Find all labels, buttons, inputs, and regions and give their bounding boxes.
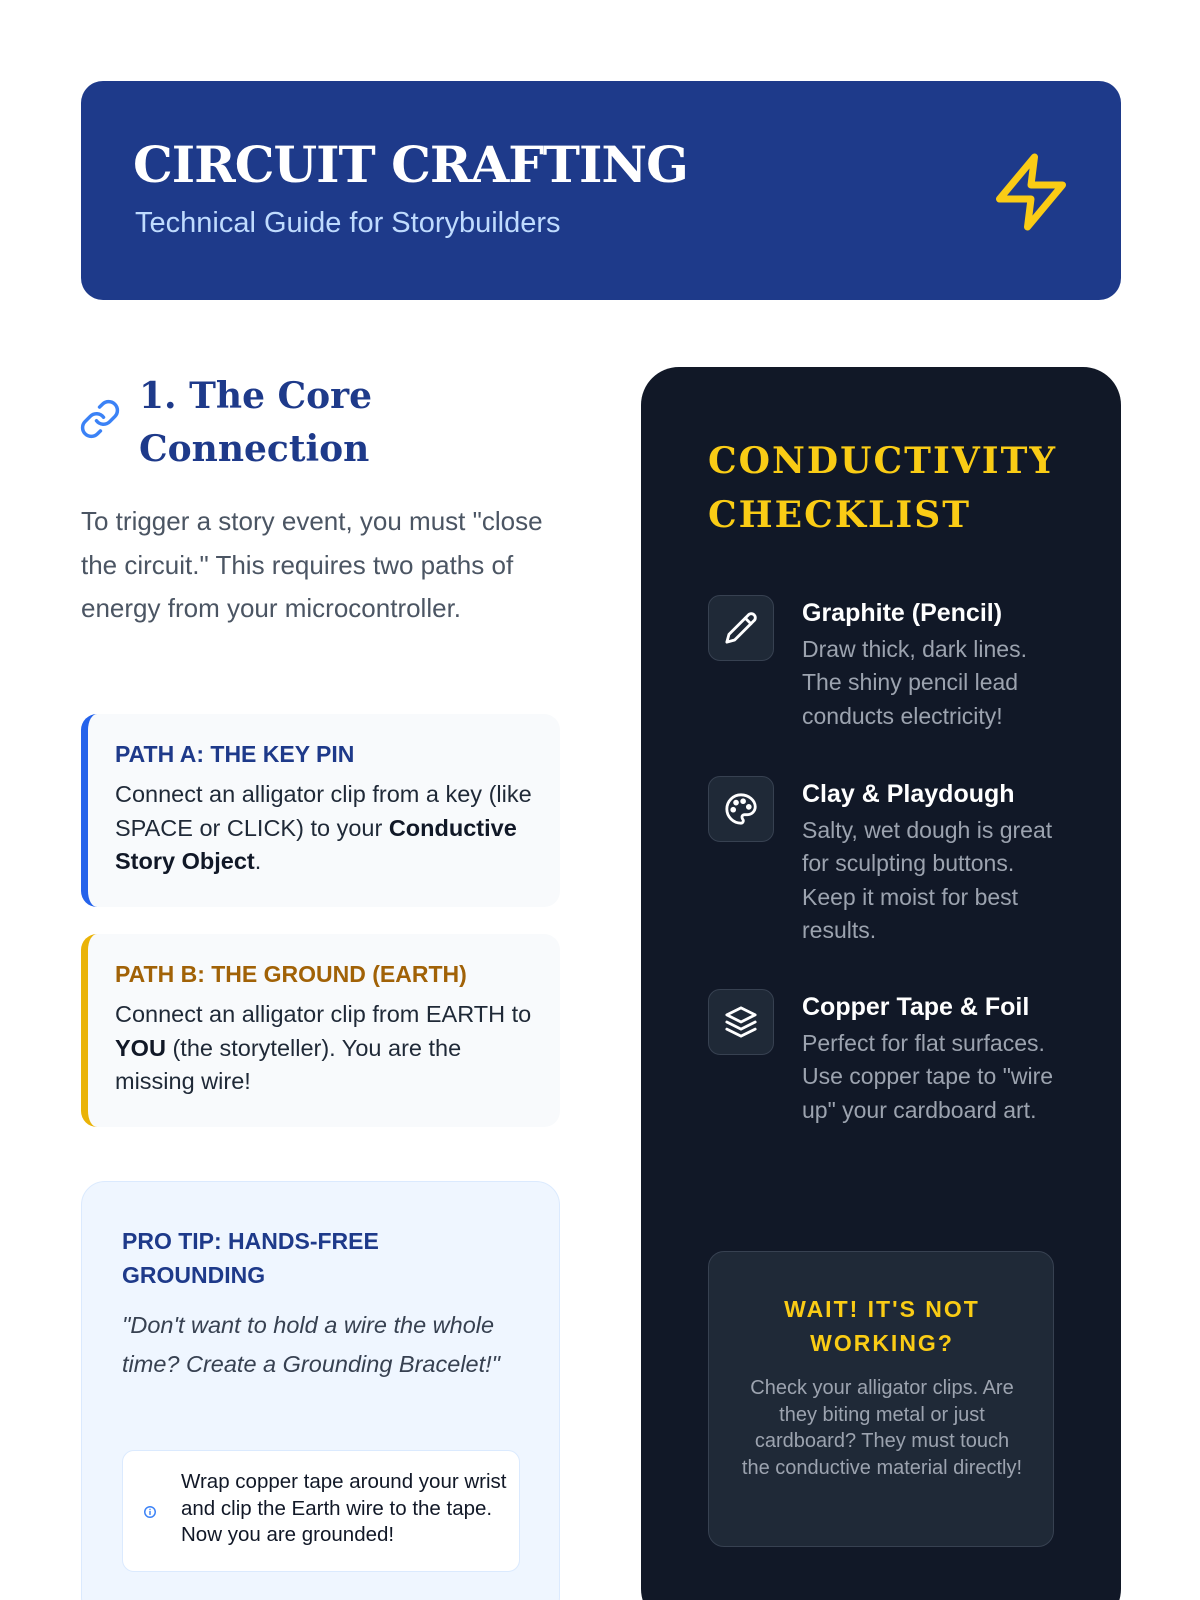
intro-paragraph: To trigger a story event, you must "close the circuit." This requires two paths of energy from your microcontroller.: [81, 506, 543, 623]
path-b-label: PATH B: THE GROUND (EARTH): [115, 961, 467, 987]
pro-tip-quote: "Don't want to hold a wire the whole time? Create a Grounding Bracelet!": [122, 1312, 501, 1377]
path-a-card: [81, 714, 560, 907]
header-banner: [81, 81, 1121, 300]
pro-tip-instruction-box: [122, 1450, 520, 1572]
troubleshooting-box: [708, 1251, 1054, 1547]
path-a-text: Connect an alligator clip from a key (like SPACE or CLICK) to your Conductive Story Object.: [115, 781, 532, 874]
palette-icon: [708, 776, 774, 842]
troubleshooting-text: Check your alligator clips. Are they biting metal or just cardboard? They must touch the conductive material directly!: [741, 1377, 1023, 1479]
page-title: CIRCUIT CRAFTING: [133, 135, 688, 194]
checklist-item-desc: Perfect for flat surfaces. Use copper tape to "wire up" your cardboard art.: [802, 1030, 1054, 1123]
pro-tip-card: [81, 1181, 560, 1600]
path-b-text: Connect an alligator clip from EARTH to YOU (the storyteller). You are the missing wire!: [115, 1001, 532, 1094]
checklist-item-desc: Draw thick, dark lines. The shiny pencil lead conducts electricity!: [802, 636, 1027, 729]
section-title-core-connection: 1. The Core Connection: [139, 375, 373, 470]
checklist-item-desc: Salty, wet dough is great for sculpting buttons. Keep it moist for best results.: [802, 817, 1053, 943]
page-subtitle: Technical Guide for Storybuilders: [135, 207, 561, 239]
troubleshooting-title: WAIT! IT'S NOT WORKING?: [784, 1296, 980, 1356]
lightning-bolt-icon: [989, 150, 1073, 234]
path-b-card: [81, 934, 560, 1127]
path-a-label: PATH A: THE KEY PIN: [115, 741, 355, 767]
pro-tip-instruction-text: Wrap copper tape around your wrist and clip the Earth wire to the tape. Now you are grounded!: [181, 1470, 507, 1546]
layers-icon: [708, 989, 774, 1055]
checklist-item-name: Copper Tape & Foil: [802, 993, 1030, 1021]
link-icon: [79, 398, 121, 440]
info-icon: [143, 1505, 157, 1519]
checklist-item-name: Clay & Playdough: [802, 780, 1015, 808]
pro-tip-title: PRO TIP: HANDS-FREE GROUNDING: [122, 1228, 379, 1288]
checklist-title: CONDUCTIVITY CHECKLIST: [708, 440, 1058, 536]
conductivity-checklist-panel: [641, 367, 1121, 1600]
checklist-item-name: Graphite (Pencil): [802, 599, 1003, 627]
pencil-icon: [708, 595, 774, 661]
